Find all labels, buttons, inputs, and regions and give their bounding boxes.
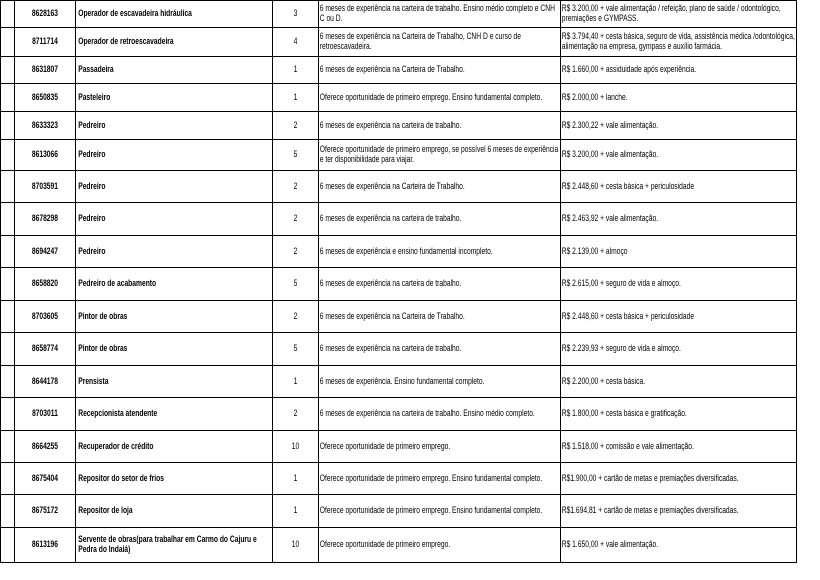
benefits-cell [561,140,797,171]
benefits-text: R$ 2.000,00 + lanche. [561,91,628,102]
vacancies-cell [273,495,319,528]
requirements-text: 6 meses de experiência na Carteira de Trabalho. [319,180,465,191]
row-margin-cell [1,528,15,563]
requirements-cell [319,463,561,495]
requirements-text: Oferece oportunidade de primeiro emprego, se possível 6 meses de experiência e ter disponibilidade para viajar. [319,144,559,164]
vacancies-cell [273,431,319,463]
vacancies-cell [273,236,319,268]
job-title-text: Pintor de obras [78,310,128,321]
row-margin-cell [1,1,15,28]
job-listings-body [1,1,797,563]
benefits-cell [561,366,797,398]
table-row [1,463,797,495]
benefits-cell [561,463,797,495]
benefits-text: R$ 2.200,00 + cesta básica. [561,375,646,386]
benefits-text: R$ 2.463,92 + vale alimentação. [561,213,659,224]
requirements-cell [319,301,561,333]
benefits-cell [561,171,797,203]
job-title-cell [76,1,273,28]
job-code-cell [15,431,76,463]
job-title-cell [76,84,273,112]
job-code-cell [15,140,76,171]
vacancies-cell [273,84,319,112]
vacancies-text: 5 [293,278,298,289]
vacancies-text: 1 [293,64,298,75]
job-code-text: 8658774 [31,343,59,354]
benefits-text: R$ 2.139,00 + almoço [561,245,628,256]
benefits-cell [561,333,797,366]
job-title-cell [76,268,273,301]
vacancies-text: 2 [293,408,298,419]
requirements-cell [319,495,561,528]
row-margin-cell [1,398,15,431]
vacancies-cell [273,203,319,236]
job-code-text: 8658820 [31,278,59,289]
job-title-text: Passadeira [78,64,114,75]
benefits-cell [561,57,797,84]
table-row [1,268,797,301]
table-row [1,398,797,431]
benefits-cell [561,203,797,236]
job-code-text: 8711714 [32,36,58,47]
job-title-text: Repositor do setor de frios [78,472,164,483]
benefits-text: R$1.694,81 + cartão de metas e premiações diversificadas. [561,505,739,516]
requirements-cell [319,268,561,301]
table-row [1,84,797,112]
job-title-cell [76,112,273,140]
job-code-text: 8644178 [31,375,59,386]
job-title-cell [76,28,273,57]
table-row [1,528,797,563]
requirements-cell [319,398,561,431]
table-row [1,1,797,28]
job-code-cell [15,112,76,140]
requirements-cell [319,84,561,112]
benefits-cell [561,268,797,301]
job-title-text: Servente de obras(para trabalhar em Carmo do Cajuru e Pedra do Indaiá) [78,534,257,554]
requirements-cell [319,140,561,171]
row-margin-cell [1,57,15,84]
job-code-text: 8613066 [31,149,59,160]
benefits-cell [561,28,797,57]
vacancies-cell [273,398,319,431]
requirements-text: 6 meses de experiência na Carteira de Trabalho, CNH D e curso de retroescavadeira. [319,31,521,51]
job-title-text: Repositor de loja [78,505,133,516]
vacancies-cell [273,301,319,333]
job-title-text: Recuperador de crédito [78,440,154,451]
vacancies-text: 1 [293,91,298,102]
job-code-cell [15,495,76,528]
requirements-text: Oferece oportunidade de primeiro emprego. Ensino fundamental completo. [319,472,543,483]
requirements-text: 6 meses de experiência na carteira de trabalho. [319,119,462,130]
job-title-cell [76,431,273,463]
job-title-text: Pedreiro de acabamento [78,278,157,289]
table-row [1,301,797,333]
job-title-text: Pedreiro [78,180,106,191]
requirements-cell [319,333,561,366]
job-code-text: 8664255 [31,440,59,451]
job-code-text: 8631807 [31,64,59,75]
benefits-text: R$ 2.448,60 + cesta básica + periculosidade [561,180,695,191]
job-title-text: Operador de escavadeira hidráulica [78,8,192,19]
requirements-cell [319,171,561,203]
requirements-text: 6 meses de experiência na carteira de trabalho. [319,213,462,224]
benefits-text: R$ 3.200,00 + vale alimentação. [561,149,659,160]
requirements-text: Oferece oportunidade de primeiro emprego. Ensino fundamental completo. [319,91,543,102]
benefits-text: R$1.900,00 + cartão de metas e premiações diversificadas. [561,472,739,483]
vacancies-cell [273,140,319,171]
job-title-text: Pintor de obras [78,343,128,354]
job-title-cell [76,301,273,333]
benefits-cell [561,236,797,268]
vacancies-text: 3 [293,8,298,19]
row-margin-cell [1,112,15,140]
benefits-text: R$ 2.448,60 + cesta básica + periculosidade [561,310,695,321]
job-code-cell [15,171,76,203]
benefits-cell [561,301,797,333]
job-title-text: Pedreiro [78,119,106,130]
job-code-cell [15,84,76,112]
requirements-text: 6 meses de experiência na carteira de trabalho. [319,343,462,354]
row-margin-cell [1,236,15,268]
job-title-text: Pedreiro [78,213,106,224]
job-title-cell [76,366,273,398]
row-margin-cell [1,463,15,495]
job-code-text: 8675404 [31,472,59,483]
vacancies-text: 5 [293,149,298,160]
vacancies-text: 2 [293,180,298,191]
benefits-text: R$ 3.200,00 + vale alimentação / refeição, plano de saúde / odontológico, premiações e GYMPASS. [561,3,781,23]
row-margin-cell [1,431,15,463]
job-code-text: 8628163 [31,8,59,19]
requirements-text: 6 meses de experiência. Ensino fundamental completo. [319,375,485,386]
job-title-text: Pasteleiro [78,91,111,102]
requirements-cell [319,112,561,140]
job-code-text: 8703605 [31,310,59,321]
job-title-text: Pedreiro [78,245,106,256]
requirements-cell [319,203,561,236]
row-margin-cell [1,28,15,57]
table-row [1,28,797,57]
vacancies-cell [273,171,319,203]
requirements-text: 6 meses de experiência na carteira de trabalho. Ensino médio completo e CNH C ou D. [319,3,555,23]
table-row [1,333,797,366]
job-code-cell [15,333,76,366]
job-title-cell [76,528,273,563]
vacancies-text: 1 [293,472,298,483]
row-margin-cell [1,171,15,203]
requirements-cell [319,528,561,563]
job-code-cell [15,463,76,495]
job-code-cell [15,398,76,431]
requirements-text: 6 meses de experiência na Carteira de Trabalho. [319,64,465,75]
job-code-text: 8694247 [31,245,59,256]
job-title-text: Prensista [78,375,109,386]
requirements-text: Oferece oportunidade de primeiro emprego. [319,440,451,451]
row-margin-cell [1,84,15,112]
vacancies-text: 2 [293,119,298,130]
vacancies-text: 2 [293,245,298,256]
table-row [1,431,797,463]
vacancies-text: 10 [291,539,300,550]
benefits-text: R$ 1.800,00 + cesta básica e gratificação. [561,408,687,419]
job-title-cell [76,57,273,84]
job-title-text: Operador de retroescavadeira [78,36,174,47]
benefits-cell [561,112,797,140]
job-code-text: 8613196 [31,539,59,550]
job-code-cell [15,268,76,301]
vacancies-text: 2 [293,310,298,321]
job-code-text: 8650835 [31,91,59,102]
requirements-text: Oferece oportunidade de primeiro emprego. Ensino fundamental completo. [319,505,543,516]
row-margin-cell [1,203,15,236]
requirements-text: Oferece oportunidade de primeiro emprego. [319,539,451,550]
vacancies-cell [273,366,319,398]
requirements-text: 6 meses de experiência na carteira de trabalho. [319,278,462,289]
table-row [1,112,797,140]
vacancies-cell [273,528,319,563]
benefits-cell [561,84,797,112]
job-code-text: 8703591 [31,180,59,191]
job-title-cell [76,236,273,268]
vacancies-text: 10 [291,440,300,451]
job-title-text: Pedreiro [78,149,106,160]
job-title-text: Recepcionista atendente [78,408,158,419]
job-code-text: 8703011 [32,408,58,419]
job-code-cell [15,301,76,333]
job-title-cell [76,203,273,236]
vacancies-text: 5 [293,343,298,354]
row-margin-cell [1,140,15,171]
requirements-cell [319,1,561,28]
requirements-text: 6 meses de experiência na Carteira de Trabalho. [319,310,465,321]
job-code-text: 8675172 [31,505,59,516]
table-row [1,171,797,203]
vacancies-text: 1 [293,375,298,386]
vacancies-cell [273,1,319,28]
benefits-text: R$ 1.650,00 + vale alimentação. [561,539,659,550]
requirements-cell [319,28,561,57]
table-row [1,366,797,398]
benefits-cell [561,431,797,463]
job-title-cell [76,171,273,203]
vacancies-cell [273,57,319,84]
job-code-cell [15,1,76,28]
job-code-cell [15,203,76,236]
job-title-cell [76,463,273,495]
benefits-text: R$ 2.615,00 + seguro de vida e almoço. [561,278,681,289]
benefits-text: R$ 2.239,93 + seguro de vida e almoço. [561,343,681,354]
job-code-cell [15,366,76,398]
job-code-cell [15,28,76,57]
benefits-text: R$ 1.518,00 + comissão e vale alimentação. [561,440,694,451]
vacancies-cell [273,333,319,366]
benefits-text: R$ 1.660,00 + assiduidade após experiência. [561,64,697,75]
job-code-cell [15,528,76,563]
job-title-cell [76,140,273,171]
job-title-cell [76,495,273,528]
requirements-cell [319,236,561,268]
vacancies-cell [273,463,319,495]
job-code-text: 8633323 [31,119,59,130]
requirements-text: 6 meses de experiência e ensino fundamental incompleto. [319,245,493,256]
job-title-cell [76,398,273,431]
table-row [1,140,797,171]
benefits-cell [561,1,797,28]
requirements-cell [319,431,561,463]
requirements-text: 6 meses de experiência na carteira de trabalho. Ensino médio completo. [319,408,535,419]
row-margin-cell [1,495,15,528]
vacancies-text: 4 [293,36,298,47]
benefits-cell [561,528,797,563]
table-row [1,57,797,84]
table-row [1,495,797,528]
vacancies-cell [273,112,319,140]
job-title-cell [76,333,273,366]
row-margin-cell [1,366,15,398]
requirements-cell [319,57,561,84]
row-margin-cell [1,268,15,301]
vacancies-text: 2 [293,213,298,224]
benefits-text: R$ 3.794,40 + cesta básica, seguro de vida, assistência médica /odontológica, alimentação na empresa, gympass e auxílio farmácia. [561,31,795,51]
vacancies-text: 1 [293,505,298,516]
requirements-cell [319,366,561,398]
table-row [1,236,797,268]
job-code-text: 8678298 [31,213,59,224]
vacancies-cell [273,28,319,57]
benefits-cell [561,398,797,431]
row-margin-cell [1,301,15,333]
job-code-cell [15,236,76,268]
vacancies-cell [273,268,319,301]
table-row [1,203,797,236]
row-margin-cell [1,333,15,366]
job-code-cell [15,57,76,84]
benefits-cell [561,495,797,528]
benefits-text: R$ 2.300,22 + vale alimentação. [561,119,659,130]
